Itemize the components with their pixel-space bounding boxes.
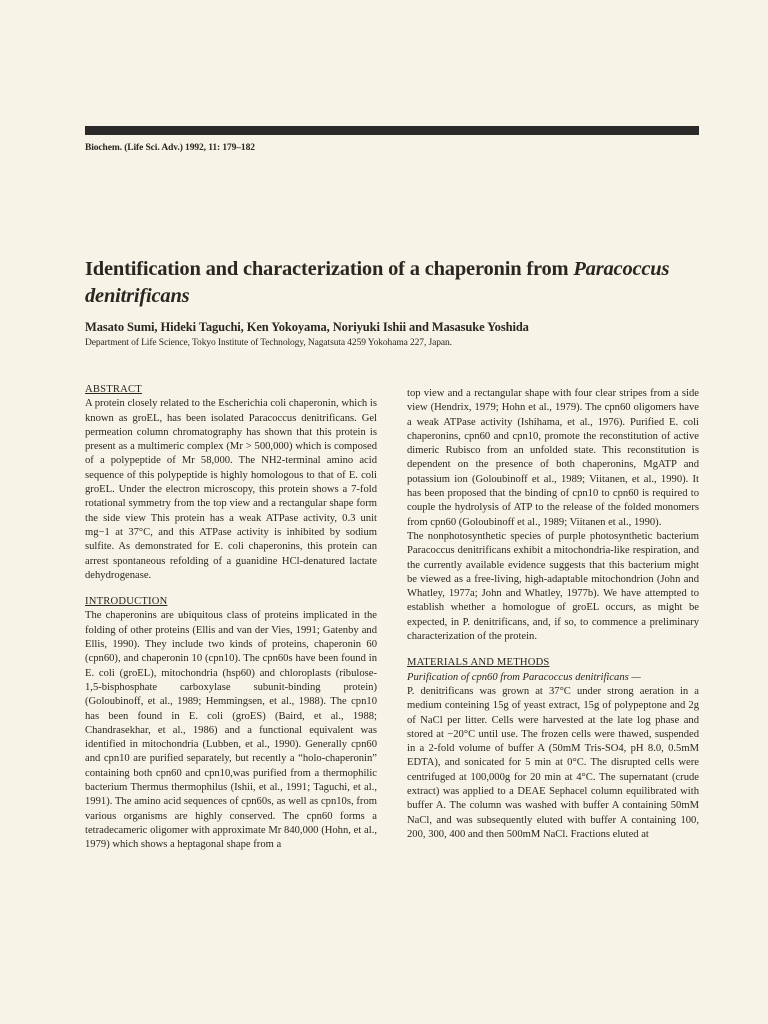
abstract-text: A protein closely related to the Escherichia coli chaperonin, which is known as groEL, has been isolated Paracoccus denitrificans. Gel permeation column chromatography has shown that this protein is present as a multimeric complex (Mr > 500,000) which is composed of a polypeptide of Mr 58,000. The NH2-terminal amino acid sequence of this polypeptide is highly homologous to that of E. coli groEL. Under the electron microscopy, this protein shows a 7-fold rotational symmetry from the top view and a rectangular shape form the side view This protein has a weak ATPase activity, 0.3 unit mg−1 at 37°C, and this ATPase activity is inhibited by sodium sulfite. As demonstrated for E. coli chaperonins, this protein can arrest spontaneous refolding of a guanidine HCl-denatured lactate dehydrogenase.: [85, 398, 377, 581]
title-species: Paracoccus denitrificans: [85, 258, 670, 307]
author-affiliation: Department of Life Science, Tokyo Institute of Technology, Nagatsuta 4259 Yokohama 227, Japan.: [85, 338, 452, 348]
introduction-text: The chaperonins are ubiquitous class of proteins implicated in the folding of other proteins (Ellis and van der Vies, 1991; Gatenby and Ellis, 1990). They include two kinds of proteins, chaperonin 60 (cpn60), and chaperonin 10 (cpn10). The cpn60s have been found in E. coli (groEL), mitochondria (hsp60) and chloroplasts (ribulose-1,5-bisphosphate carboxylase subunit-binding protein) (Goloubinoff, et al., 1989; Hemmingsen, et al., 1988). The cpn10 has been found in E. coli (groES) (Baird, et al., 1988; Chandrasekhar, et al., 1986) and a functional equivalent was identified in mitochondria (Lubben, et al., 1990). Generally cpn60 and cpn10 are purified separately, but recently a “holo-chaperonin” containing both cpn60 and cpn10,was purified from a thermophilic bacterium Thermus thermophilus (Ishii, et al., 1991; Taguchi, et al., 1991). The amino acid sequences of cpn60s, as well as cpn10s, from various organisms are highly conserved. The cpn60 forms a tetradecameric oligomer with approximate Mr 840,000 (Hohn, et al., 1979) which shows a heptagonal shape from a: [85, 610, 377, 851]
author-list: Masato Sumi, Hideki Taguchi, Ken Yokoyama, Noriyuki Ishii and Masasuke Yoshida: [85, 320, 529, 334]
title-main: Identification and characterization of a chaperonin from: [85, 258, 574, 280]
methods-subheading: Purification of cpn60 from Paracoccus denitrificans —: [407, 671, 641, 683]
paper-title: [85, 256, 715, 310]
left-column: [85, 383, 377, 853]
abstract-heading: ABSTRACT: [85, 384, 142, 395]
methods-text: P. denitrificans was grown at 37°C under strong aeration in a medium conteining 15g of yeast extract, 15g of polypeptone and 2g of NaCl per litter. Cells were harvested at the late log phase and stored at −20°C until use. The frozen cells were thawed, suspended in a 2-fold volume of buffer A (50mM Tris-SO4, pH 8.0, 0.5mM EDTA), and sonicated for 5 min at 0°C. The disrupted cells were centrifuged at 100,000g for 20 min at 4°C. The supernatant (crude extract) was applied to a DEAE Sephacel column equilibrated with buffer A. The column was washed with buffer A containing 50mM NaCl, and was subsequently eluted with buffer A containing 100, 200, 300, 400 and then 500mM NaCl. Fractions eluted at: [407, 685, 699, 840]
right-column: [407, 387, 699, 842]
methods-heading: MATERIALS AND METHODS: [407, 657, 550, 669]
journal-reference: Biochem. (Life Sci. Adv.) 1992, 11: 179–182: [85, 143, 255, 153]
introduction-continuation: top view and a rectangular shape with four clear stripes from a side view (Hendrix, 1979; Hohn et al., 1979). The cpn60 oligomers have a weak ATPase activity (Ishihama, et al., 1976). Purified E. coli chaperonins, cpn60 and cpn10, promote the reconstitution of active dimeric Rubisco from an unfolded state. This reconstitution is dependent on the presence of both chaperonins, MgATP and potassium ion (Goloubinoff et al., 1989; Viitanen, et al., 1990). It has been proposed that the binding of cpn10 to cpn60 is required to couple the hydrolysis of ATP to the release of the folded monomers from cpn60 (Goloubinoff et al., 1989; Viitanen et al., 1990).: [407, 388, 699, 528]
introduction-heading: INTRODUCTION: [85, 596, 168, 608]
introduction-paragraph-2: The nonphotosynthetic species of purple photosynthetic bacterium Paracoccus denitrificans exhibit a mitochondria-like respiration, and the currently available evidence suggests that this bacterium might be viewed as a free-living, high-adaptable mitochondrion (John and Whatley, 1977a; John and Whatley, 1977b). We have attempted to establish whether a homologue of groEL occurs, as might be expected, in P. denitrificans, and, if so, to commence a preliminary characterization of the protein.: [407, 530, 699, 643]
header-rule: [85, 126, 699, 135]
